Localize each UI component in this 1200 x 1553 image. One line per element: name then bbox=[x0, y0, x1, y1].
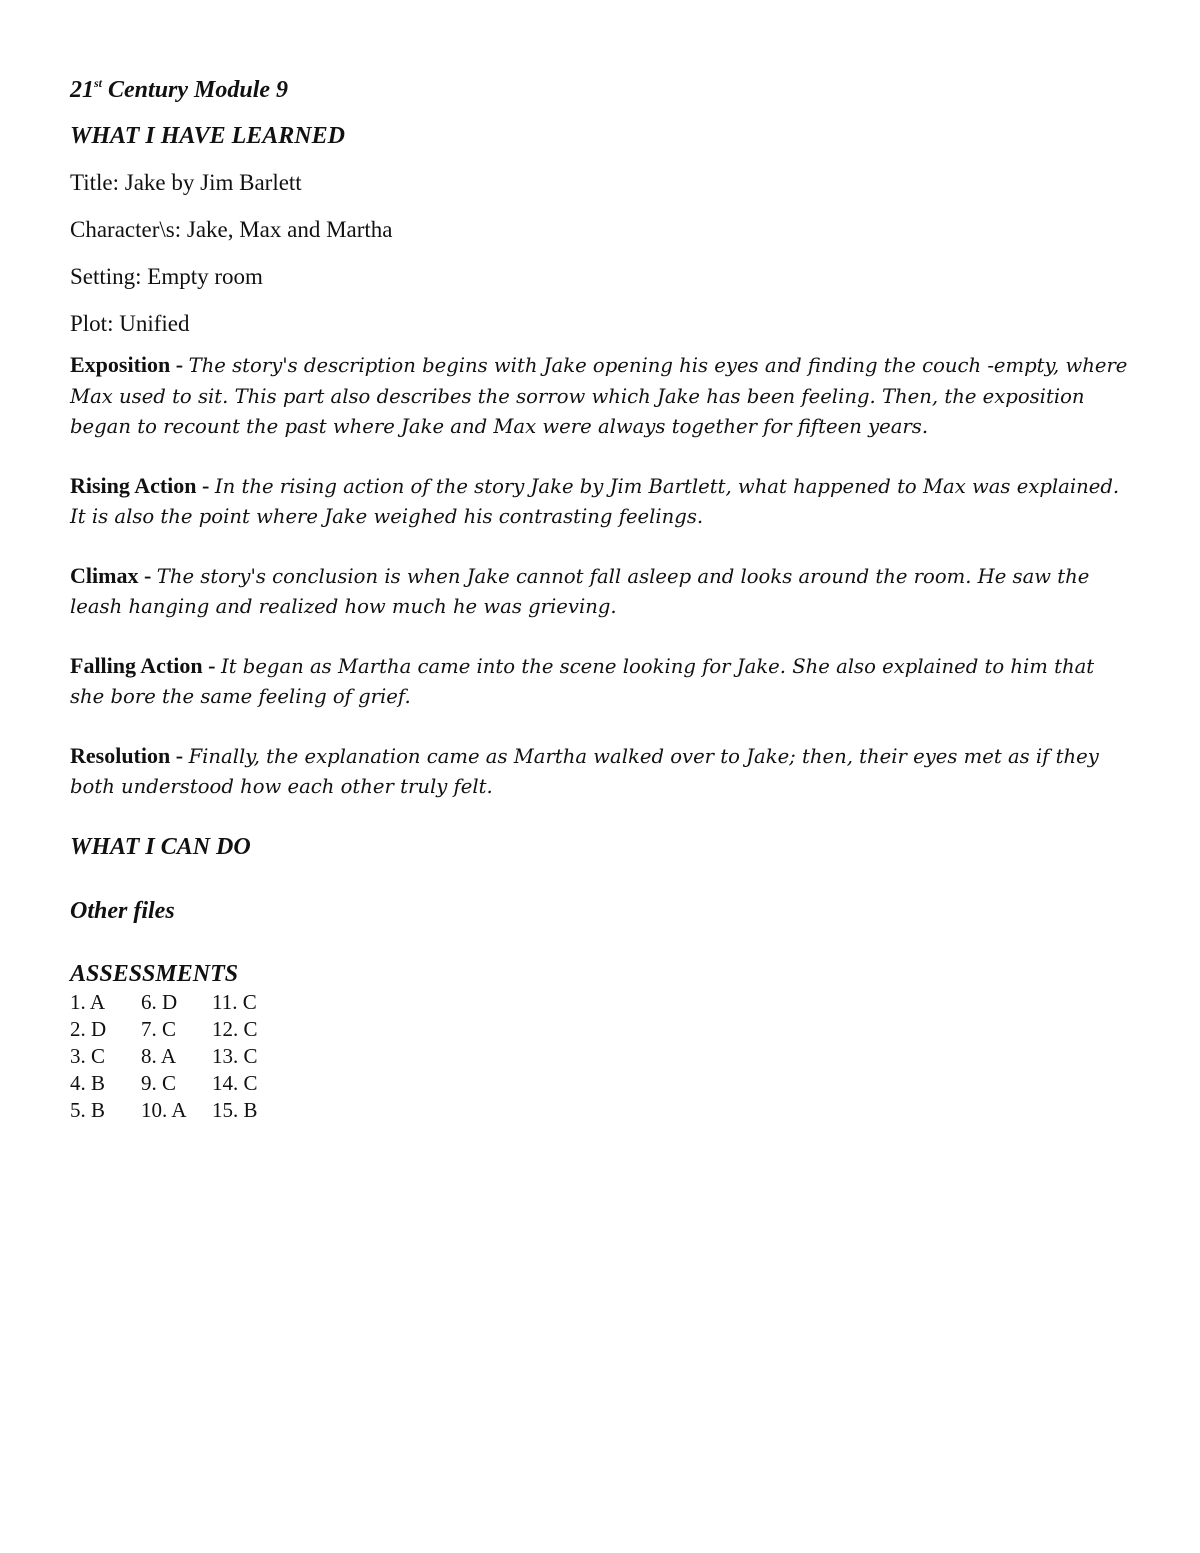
plot-field: Plot: Unified bbox=[70, 311, 190, 336]
plot-part-label: Exposition - bbox=[70, 352, 189, 377]
plot-part-text: It began as Martha came into the scene looking for Jake. She also explained to him that she bore the same feeling of grief. bbox=[70, 654, 1095, 708]
section-heading-what-i-have-learned: WHAT I HAVE LEARNED bbox=[70, 123, 345, 149]
plot-part-text: The story's conclusion is when Jake cannot fall asleep and looks around the room. He saw the leash hanging and realized how much he was grieving. bbox=[70, 564, 1090, 618]
answer-item: 1. A bbox=[70, 989, 106, 1014]
module-title-number: 21 bbox=[70, 77, 94, 103]
answer-item: 14. C bbox=[212, 1070, 258, 1095]
answer-item: 4. B bbox=[70, 1070, 106, 1095]
plot-part-resolution bbox=[70, 741, 1130, 802]
plot-part-climax bbox=[70, 561, 1130, 622]
plot-part-label: Rising Action - bbox=[70, 472, 215, 498]
answer-item: 3. C bbox=[70, 1043, 106, 1068]
module-title-text: Century Module 9 bbox=[102, 77, 289, 103]
answer-item: 5. B bbox=[70, 1097, 106, 1122]
module-title bbox=[70, 74, 1130, 106]
answer-item: 10. A bbox=[141, 1097, 187, 1122]
assessment-answer-grid bbox=[70, 989, 1130, 1124]
answer-item: 15. B bbox=[212, 1097, 258, 1122]
plot-part-label: Falling Action - bbox=[70, 652, 221, 678]
section-heading-assessments: ASSESSMENTS bbox=[70, 960, 239, 987]
plot-part-falling-action bbox=[70, 651, 1130, 712]
plot-part-text: The story's description begins with Jake opening his eyes and finding the couch -empty, where Max used to sit. This part also describes the sorrow which Jake has been feeling. Then, the exposition began to recount the past where Jake and Max were always together for fifteen years. bbox=[70, 354, 1128, 438]
plot-part-text: Finally, the explanation came as Martha walked over to Jake; then, their eyes met as if they both understood how each other truly felt. bbox=[70, 744, 1099, 798]
answer-item: 9. C bbox=[141, 1070, 177, 1095]
document-page bbox=[70, 74, 1130, 1124]
section-heading-other-files: Other files bbox=[70, 897, 175, 924]
plot-part-label: Resolution - bbox=[70, 742, 189, 768]
plot-part-rising-action bbox=[70, 471, 1130, 532]
plot-part-label: Climax - bbox=[70, 562, 157, 588]
answer-item: 8. A bbox=[141, 1043, 177, 1068]
section-heading-what-i-can-do: WHAT I CAN DO bbox=[70, 833, 251, 860]
answer-item: 2. D bbox=[70, 1016, 107, 1041]
answer-item: 13. C bbox=[212, 1043, 258, 1068]
answer-item: 6. D bbox=[141, 989, 178, 1014]
answer-item: 12. C bbox=[212, 1016, 258, 1041]
setting-field: Setting: Empty room bbox=[70, 264, 263, 289]
answer-item: 7. C bbox=[141, 1016, 177, 1041]
module-title-superscript: st bbox=[94, 76, 103, 90]
characters-field: Character\s: Jake, Max and Martha bbox=[70, 217, 393, 242]
plot-part-exposition bbox=[70, 350, 1130, 442]
answer-item: 11. C bbox=[212, 989, 257, 1014]
story-title-field: Title: Jake by Jim Barlett bbox=[70, 170, 302, 195]
plot-part-text: In the rising action of the story Jake by Jim Bartlett, what happened to Max was explained. It is also the point where Jake weighed his contrasting feelings. bbox=[70, 474, 1120, 528]
